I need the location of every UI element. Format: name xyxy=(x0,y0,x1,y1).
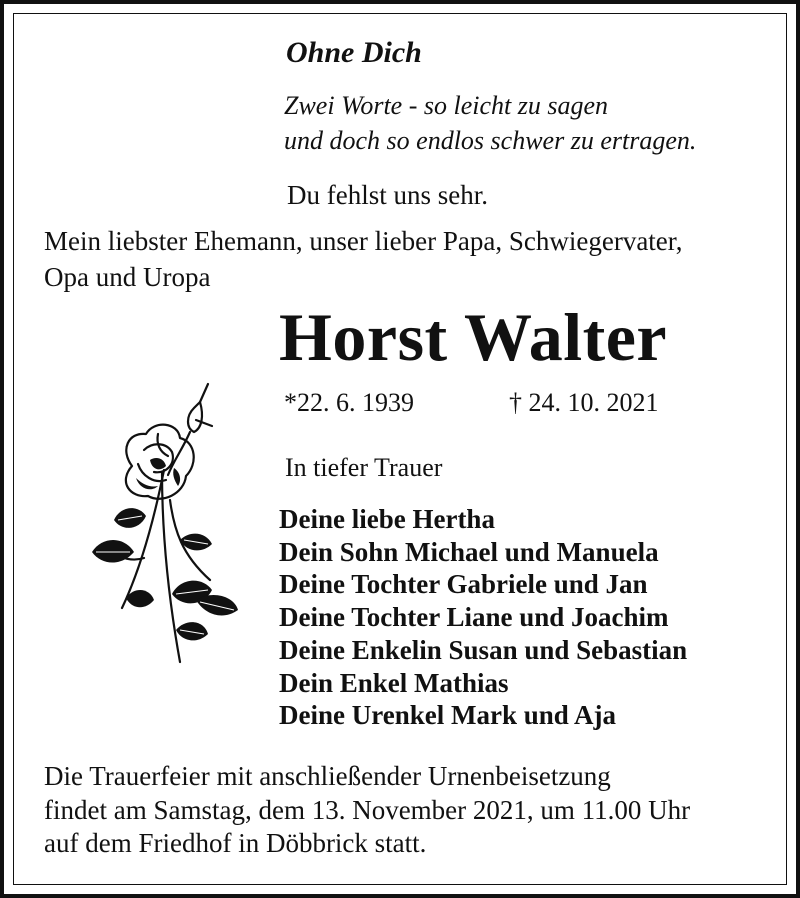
family-list xyxy=(279,503,687,732)
family-member: Deine Tochter Gabriele und Jan xyxy=(279,569,648,600)
poem-verse xyxy=(284,88,696,158)
poem-title: Ohne Dich xyxy=(286,36,422,69)
funeral-line: Die Trauerfeier mit anschließender Urnenbeisetzung xyxy=(44,761,611,791)
family-member: Deine Enkelin Susan und Sebastian xyxy=(279,634,688,665)
funeral-notice xyxy=(44,760,690,861)
funeral-line: findet am Samstag, dem 13. November 2021, um 11.00 Uhr xyxy=(44,794,691,825)
family-member: Dein Enkel Mathias xyxy=(279,667,509,698)
rose-icon xyxy=(62,380,240,680)
intro-text xyxy=(44,223,682,295)
family-member: Deine Tochter Liane und Joachim xyxy=(279,602,669,633)
poem-closing: Du fehlst uns sehr. xyxy=(287,180,488,210)
mourning-label: In tiefer Trauer xyxy=(285,453,443,482)
birth-date: *22. 6. 1939 xyxy=(284,388,414,417)
intro-line: Mein liebster Ehemann, unser lieber Papa, Schwiegervater, xyxy=(44,226,683,256)
family-member: Deine Urenkel Mark und Aja xyxy=(279,700,617,731)
intro-line: Opa und Uropa xyxy=(44,262,211,292)
family-member: Dein Sohn Michael und Manuela xyxy=(279,536,659,567)
poem-line: Zwei Worte - so leicht zu sagen xyxy=(284,91,609,120)
funeral-line: auf dem Friedhof in Döbbrick statt. xyxy=(44,828,427,858)
family-member: Deine liebe Hertha xyxy=(279,504,495,534)
death-date: † 24. 10. 2021 xyxy=(509,388,659,417)
poem-line: und doch so endlos schwer zu ertragen. xyxy=(284,126,697,155)
deceased-name: Horst Walter xyxy=(279,299,668,375)
